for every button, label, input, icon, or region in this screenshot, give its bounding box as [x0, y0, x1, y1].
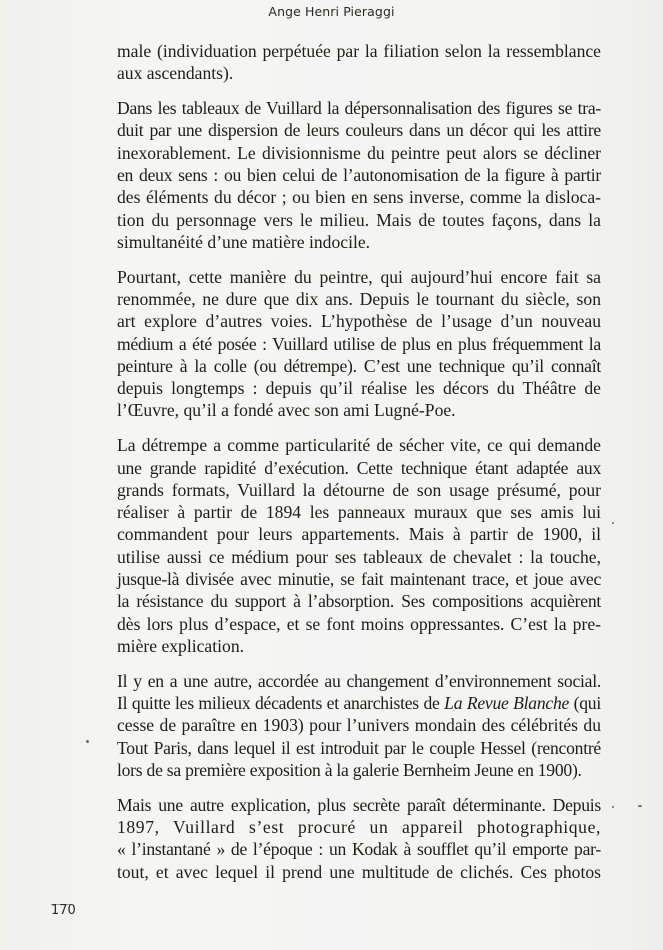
text-line: grands formats, Vuillard la détourne de son usage présumé, pour — [117, 479, 601, 500]
body-text — [117, 40, 601, 895]
text-line: médium a été posée : Vuillard utilise de plus en plus fréquemment la — [117, 333, 601, 354]
text-line: depuis longtemps : depuis qu’il réalise les décors du Théâtre de — [117, 378, 601, 399]
text-run: Tout Paris, dans lequel il est introduit par le couple Hessel (rencontré — [117, 737, 601, 758]
text-line: la résistance du support à l’absorption. Ses compositions acquièrent — [117, 591, 601, 612]
text-line: simultanéité d’une matière indocile. — [117, 231, 371, 252]
text-run: Il y en a une autre, accordée au changement d’environnement social. — [117, 670, 601, 691]
page-number: 170 — [51, 903, 76, 918]
text-line: l’Œuvre, qu’il a fondé avec son ami Lugné-Poe. — [117, 400, 456, 421]
paragraph-2 — [117, 97, 601, 253]
text-run: cesse de paraître en 1903) pour l’univers mondain des célébrités du — [117, 715, 601, 736]
text-line: commandent pour leurs appartements. Mais à partir de 1900, il — [117, 524, 601, 545]
paragraph-6 — [117, 794, 601, 883]
text-line: « l’instantané » de l’époque : un Kodak à soufflet qu’il emporte par- — [117, 839, 601, 860]
text-line: utilise aussi ce médium pour ses tableaux de chevalet : la touche, — [117, 546, 601, 567]
text-line: une grande rapidité d’exécution. Cette technique étant adaptée aux — [117, 457, 601, 478]
text-line: peinture à la colle (ou détrempe). C’est une technique qu’il connaît — [117, 355, 601, 376]
paragraph-1 — [117, 40, 601, 85]
text-line: Mais une autre explication, plus secrète paraît déterminante. Depuis — [117, 794, 601, 815]
scan-speck — [86, 740, 89, 743]
text-line — [117, 759, 601, 781]
text-line: art explore d’autres voies. L’hypothèse de l’usage d’un nouveau — [117, 311, 601, 332]
text-line: tout, et avec lequel il prend une multitude de clichés. Ces photos — [117, 861, 601, 882]
text-line — [117, 692, 601, 714]
text-line: inexorablement. Le divisionnisme du peintre peut alors se décliner — [117, 142, 601, 163]
text-line — [117, 714, 601, 736]
text-line: Dans les tableaux de Vuillard la dépersonnalisation des figures se tra- — [117, 98, 601, 119]
text-line: Pourtant, cette manière du peintre, qui aujourd’hui encore fait sa — [117, 266, 601, 287]
text-line: male (individuation perpétuée par la filiation selon la ressemblance — [117, 41, 601, 61]
text-line: dès lors plus d’espace, et se font moins oppressantes. C’est la pre- — [117, 613, 601, 634]
text-line — [117, 670, 601, 692]
paragraph-4 — [117, 434, 601, 657]
text-line: tion du personnage vers le milieu. Mais de toutes façons, dans la — [117, 209, 601, 230]
text-line: La détrempe a comme particularité de sécher vite, ce qui demande — [117, 435, 601, 456]
text-line: réaliser à partir de 1894 les panneaux muraux que ses amis lui — [117, 502, 601, 523]
text-line: jusque-là divisée avec minutie, se fait maintenant trace, et joue avec — [117, 569, 601, 590]
text-line: mière explication. — [117, 635, 245, 656]
paragraph-3 — [117, 266, 601, 422]
text-line: en deux sens : ou bien celui de l’autonomisation de la figure à partir — [117, 164, 601, 185]
text-run: Il quitte les milieux décadents et anarchistes de — [117, 693, 445, 714]
text-run: (qui — [569, 693, 601, 714]
text-line: renommée, ne dure que dix ans. Depuis le tournant du siècle, son — [117, 288, 601, 309]
text-line: 1897, Vuillard s’est procuré un appareil photographique, — [117, 817, 601, 837]
scan-speck — [612, 522, 614, 524]
journal-title: La Revue Blanche — [444, 693, 570, 714]
text-line — [117, 737, 601, 759]
paragraph-5 — [117, 670, 601, 781]
text-run: lors de sa première exposition à la galerie Bernheim Jeune en 1900). — [117, 759, 582, 780]
text-line: duit par une dispersion de leurs couleurs dans un décor qui les attire — [117, 120, 601, 141]
scan-speck — [638, 805, 642, 807]
text-line: des éléments du décor ; ou bien en sens inverse, comme la disloca- — [117, 187, 601, 208]
text-line: aux ascendants). — [117, 63, 234, 84]
scan-speck — [612, 806, 614, 808]
running-head: Ange Henri Pieraggi — [268, 4, 395, 19]
